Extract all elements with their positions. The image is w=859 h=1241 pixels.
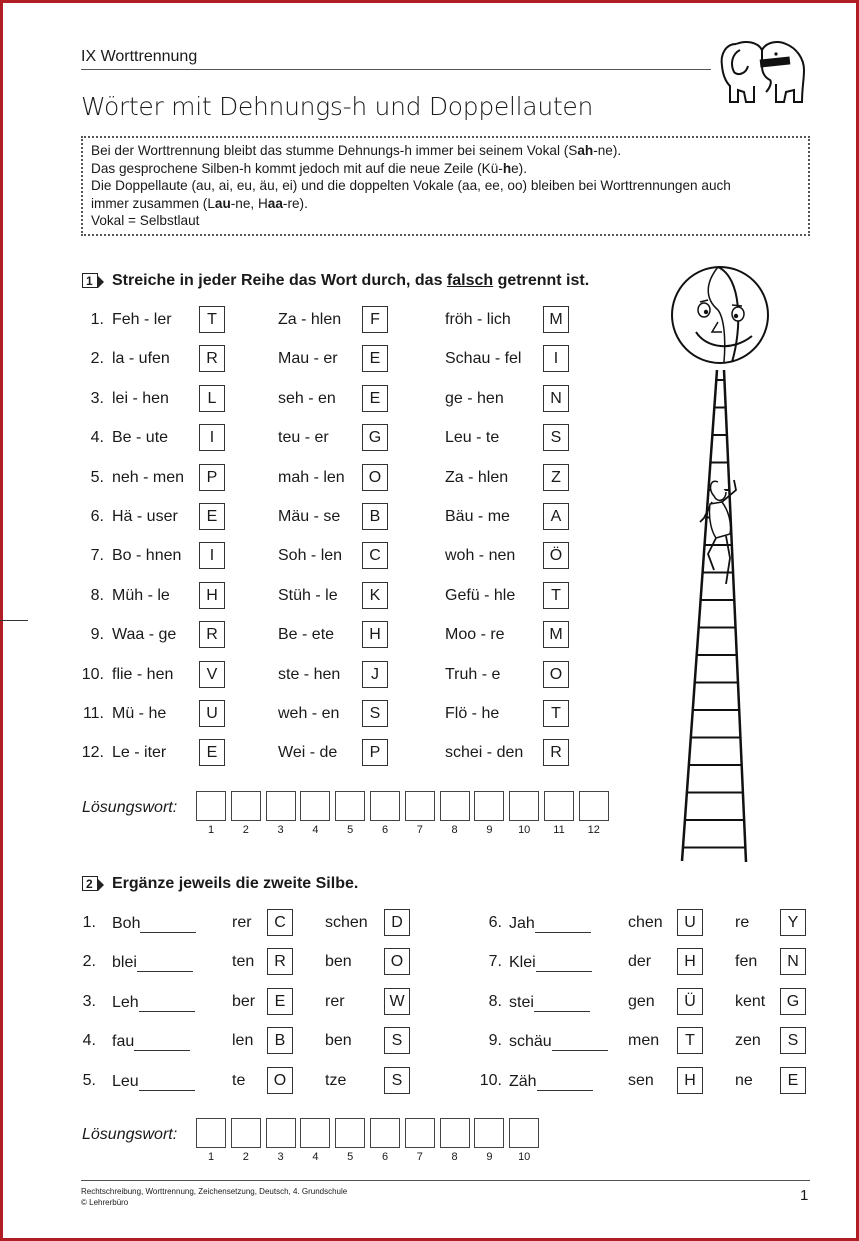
solution-box-number: 8 — [451, 1151, 458, 1163]
solution-label: Lösungswort: — [82, 799, 178, 816]
info-line: Vokal = Selbstlaut — [91, 213, 200, 228]
solution-box[interactable] — [196, 1118, 226, 1148]
letter-box: E — [267, 988, 293, 1015]
word-option[interactable]: teu - er — [278, 429, 329, 447]
row-number: 9. — [488, 1032, 502, 1050]
letter-box: N — [543, 385, 569, 412]
stem-text: Klei — [509, 954, 536, 972]
solution-box-number: 3 — [277, 1151, 284, 1163]
syllable-option[interactable]: tze — [325, 1071, 347, 1089]
solution-box[interactable] — [579, 791, 609, 821]
info-line: Die Doppellaute (au, ai, eu, äu, ei) und die doppelten Vokale (aa, ee, oo) bleiben bei Worttrennungen auch — [91, 178, 731, 193]
answer-blank[interactable] — [139, 993, 195, 1012]
word-stem — [112, 953, 193, 972]
solution-box-number: 9 — [486, 1151, 493, 1163]
syllable-option[interactable]: sen — [628, 1071, 654, 1089]
letter-box: R — [267, 948, 293, 975]
letter-box: B — [267, 1027, 293, 1054]
syllable-option[interactable]: zen — [735, 1032, 761, 1050]
solution-box[interactable] — [440, 1118, 470, 1148]
syllable-option[interactable]: der — [628, 953, 652, 971]
footer-publisher: © Lehrerbüro — [81, 1198, 129, 1207]
solution-box-number: 4 — [312, 824, 319, 836]
solution-box[interactable] — [474, 791, 504, 821]
answer-blank[interactable] — [134, 1032, 190, 1051]
row-number: 2. — [90, 350, 104, 368]
letter-box: V — [199, 661, 225, 688]
stem-text: stei — [509, 993, 534, 1011]
letter-box: P — [199, 464, 225, 491]
row-number: 4. — [90, 429, 104, 447]
letter-box: U — [677, 909, 703, 936]
letter-box: S — [362, 700, 388, 727]
letter-box: O — [384, 948, 410, 975]
word-option[interactable]: neh - men — [112, 468, 185, 486]
task-number-badge: 2 — [82, 876, 98, 891]
letter-box: R — [199, 345, 225, 372]
letter-box: M — [543, 621, 569, 648]
letter-box: R — [543, 739, 569, 766]
solution-box[interactable] — [231, 791, 261, 821]
letter-box: Z — [543, 464, 569, 491]
word-option[interactable]: Feh - ler — [112, 311, 172, 328]
letter-box: H — [362, 621, 388, 648]
solution-box[interactable] — [440, 791, 470, 821]
letter-box: T — [677, 1027, 703, 1054]
letter-box: T — [199, 306, 225, 333]
word-option[interactable]: ge - hen — [445, 389, 504, 407]
word-option[interactable]: Mü - he — [112, 705, 167, 722]
solution-box-number: 7 — [416, 1151, 423, 1163]
letter-box: C — [267, 909, 293, 936]
letter-box: Ö — [543, 542, 569, 569]
letter-box: B — [362, 503, 388, 530]
solution-box[interactable] — [335, 1118, 365, 1148]
word-option[interactable]: flie - hen — [112, 665, 174, 683]
syllable-option[interactable]: rer — [232, 914, 252, 931]
letter-box: F — [362, 306, 388, 333]
word-option[interactable]: la - ufen — [112, 350, 170, 368]
letter-box: U — [199, 700, 225, 727]
word-option[interactable]: Schau - fel — [445, 350, 522, 368]
chapter-heading: IX Worttrennung — [81, 48, 198, 65]
letter-box: S — [780, 1027, 806, 1054]
letter-box: H — [199, 582, 225, 609]
letter-box: Ü — [677, 988, 703, 1015]
letter-box: G — [362, 424, 388, 451]
syllable-option[interactable]: ben — [325, 1032, 352, 1050]
word-option[interactable]: Flö - he — [445, 705, 500, 722]
letter-box: D — [384, 909, 410, 936]
letter-box: E — [362, 345, 388, 372]
footer-text — [81, 1186, 347, 1208]
row-number: 1. — [90, 311, 104, 328]
solution-box-number: 6 — [381, 824, 389, 836]
letter-box: O — [362, 464, 388, 491]
answer-blank[interactable] — [535, 914, 591, 933]
letter-box: P — [362, 739, 388, 766]
word-option[interactable]: Hä - user — [112, 508, 178, 525]
syllable-option[interactable]: ber — [232, 992, 256, 1010]
stem-text: Zäh — [509, 1072, 537, 1090]
solution-label: Lösungswort: — [82, 1126, 178, 1143]
word-option[interactable]: Mäu - se — [278, 508, 341, 525]
word-stem — [112, 914, 196, 933]
letter-box: J — [362, 661, 388, 688]
syllable-option[interactable]: chen — [628, 914, 663, 931]
stem-text: blei — [112, 954, 137, 972]
row-number: 3. — [90, 389, 104, 407]
solution-box-number: 2 — [242, 1151, 249, 1163]
word-option[interactable]: fröh - lich — [445, 311, 511, 328]
word-option[interactable]: Bäu - me — [445, 508, 510, 525]
letter-box: E — [199, 503, 225, 530]
letter-box: C — [362, 542, 388, 569]
row-number: 8. — [90, 586, 104, 604]
answer-blank[interactable] — [534, 993, 590, 1012]
letter-box: M — [543, 306, 569, 333]
word-option[interactable]: Truh - e — [445, 665, 501, 683]
word-stem — [509, 914, 591, 933]
word-stem — [112, 1072, 195, 1091]
answer-blank[interactable] — [140, 914, 196, 933]
letter-box: G — [780, 988, 806, 1015]
solution-box[interactable] — [544, 791, 574, 821]
answer-blank[interactable] — [137, 953, 193, 972]
solution-box[interactable] — [231, 1118, 261, 1148]
letter-box: I — [199, 542, 225, 569]
letter-box: E — [362, 385, 388, 412]
solution-box-number: 12 — [587, 824, 600, 836]
footer-rule — [81, 1180, 810, 1181]
word-option[interactable]: ste - hen — [278, 665, 341, 683]
moon-ladder-illustration — [660, 258, 790, 868]
word-stem — [509, 1032, 608, 1051]
letter-box: R — [199, 621, 225, 648]
stem-text: fau — [112, 1033, 135, 1051]
header-rule — [81, 69, 711, 70]
rule-info-box — [81, 136, 810, 236]
info-line: immer zusammen (Lau-ne, Haa-re). — [91, 195, 308, 211]
letter-box: O — [543, 661, 569, 688]
solution-box-number: 6 — [381, 1151, 389, 1163]
syllable-option[interactable]: rer — [325, 992, 345, 1010]
solution-box-number: 2 — [242, 824, 249, 836]
solution-box[interactable] — [370, 791, 400, 821]
row-number: 6. — [488, 914, 502, 931]
letter-box: T — [543, 700, 569, 727]
letter-box: H — [677, 948, 703, 975]
word-stem — [112, 993, 195, 1012]
solution-box-number: 10 — [518, 1151, 531, 1163]
word-option[interactable]: seh - en — [278, 389, 336, 407]
row-number: 5. — [90, 468, 104, 486]
word-option[interactable]: Waa - ge — [112, 626, 177, 644]
letter-box: O — [267, 1067, 293, 1094]
word-option[interactable]: Le - iter — [112, 744, 167, 762]
row-number: 8. — [488, 992, 502, 1010]
solution-box-number: 7 — [416, 824, 423, 836]
row-number: 4. — [82, 1032, 96, 1050]
letter-box: Y — [780, 909, 806, 936]
word-option[interactable]: Soh - len — [278, 547, 343, 565]
solution-box[interactable] — [405, 1118, 435, 1148]
solution-box[interactable] — [266, 1118, 296, 1148]
word-option[interactable]: lei - hen — [112, 389, 169, 407]
letter-box: E — [780, 1067, 806, 1094]
page-number: 1 — [800, 1187, 809, 1204]
solution-box[interactable] — [335, 791, 365, 821]
word-stem — [509, 993, 590, 1012]
solution-box-number: 1 — [207, 1151, 215, 1163]
row-number: 2. — [82, 953, 96, 971]
row-number: 6. — [90, 508, 104, 525]
syllable-option[interactable]: men — [628, 1032, 660, 1050]
letter-box: H — [677, 1067, 703, 1094]
letter-box: N — [780, 948, 806, 975]
task1-heading: 1 Streiche in jeder Reihe das Wort durch, das falsch getrennt ist. — [82, 272, 589, 290]
syllable-option[interactable]: ne — [735, 1071, 753, 1089]
row-number: 10. — [479, 1071, 502, 1089]
word-option[interactable]: weh - en — [278, 705, 340, 722]
solution-box-number: 5 — [347, 1151, 354, 1163]
solution-box[interactable] — [405, 791, 435, 821]
stem-text: Leu — [112, 1072, 139, 1090]
word-stem — [509, 1072, 593, 1091]
word-option[interactable]: Be - ete — [278, 626, 335, 644]
info-line: Bei der Worttrennung bleibt das stumme Dehnungs-h immer bei seinem Vokal (Sah-ne). — [91, 143, 622, 158]
row-number: 5. — [82, 1071, 96, 1089]
word-option[interactable]: woh - nen — [445, 547, 516, 565]
word-stem — [112, 1032, 190, 1051]
solution-box-number: 1 — [207, 824, 215, 836]
word-option[interactable]: mah - len — [278, 468, 345, 486]
edge-mark — [0, 620, 28, 621]
word-option[interactable]: Gefü - hle — [445, 586, 516, 604]
letter-box: W — [384, 988, 410, 1015]
stem-text: Leh — [112, 993, 139, 1011]
word-stem — [509, 953, 592, 972]
word-option[interactable]: Za - hlen — [445, 468, 509, 486]
syllable-option[interactable]: kent — [735, 992, 766, 1010]
word-option[interactable]: Za - hlen — [278, 311, 342, 328]
word-option[interactable]: Leu - te — [445, 429, 500, 447]
solution-box[interactable] — [509, 1118, 539, 1148]
letter-box: L — [199, 385, 225, 412]
row-number: 1. — [82, 914, 96, 931]
syllable-option[interactable]: te — [232, 1071, 246, 1089]
word-option[interactable]: Müh - le — [112, 586, 170, 604]
row-number: 12. — [81, 744, 104, 762]
letter-box: E — [199, 739, 225, 766]
stem-text: Boh — [112, 915, 141, 932]
answer-blank[interactable] — [552, 1032, 608, 1051]
syllable-option[interactable]: ten — [232, 953, 255, 971]
word-option[interactable]: Mau - er — [278, 350, 338, 368]
solution-box[interactable] — [266, 791, 296, 821]
word-option[interactable]: Stüh - le — [278, 586, 338, 604]
letter-box: S — [384, 1027, 410, 1054]
letter-box: T — [543, 582, 569, 609]
row-number: 11. — [82, 705, 104, 722]
word-option[interactable]: schei - den — [445, 744, 524, 762]
row-number: 7. — [488, 953, 502, 971]
word-option[interactable]: Bo - hnen — [112, 547, 182, 565]
letter-box: K — [362, 582, 388, 609]
row-number: 3. — [82, 992, 96, 1010]
solution-box[interactable] — [370, 1118, 400, 1148]
solution-box-number: 3 — [277, 824, 284, 836]
task-number-badge: 1 — [82, 273, 98, 288]
solution-box[interactable] — [300, 1118, 330, 1148]
word-option[interactable]: Moo - re — [445, 626, 505, 644]
row-number: 10. — [81, 665, 104, 683]
syllable-option[interactable]: re — [735, 914, 750, 931]
row-number: 7. — [90, 547, 104, 565]
solution-box[interactable] — [300, 791, 330, 821]
stem-text: Jah — [509, 915, 535, 932]
stem-text: schäu — [509, 1033, 552, 1051]
answer-blank[interactable] — [139, 1072, 195, 1091]
solution-box-number: 5 — [347, 824, 354, 836]
footer-subject: Rechtschreibung, Worttrennung, Zeichensetzung, Deutsch, 4. Grundschule — [81, 1187, 348, 1196]
solution-box-number: 4 — [312, 1151, 319, 1163]
word-option[interactable]: Wei - de — [278, 744, 338, 762]
letter-box: S — [384, 1067, 410, 1094]
solution-box[interactable] — [474, 1118, 504, 1148]
solution-box-number: 9 — [486, 824, 493, 836]
answer-blank[interactable] — [537, 1072, 593, 1091]
solution-box[interactable] — [509, 791, 539, 821]
solution-box[interactable] — [196, 791, 226, 821]
solution-box-number: 11 — [553, 824, 565, 836]
row-number: 9. — [90, 626, 104, 644]
solution-box-number: 10 — [518, 824, 531, 836]
info-line: Das gesprochene Silben-h kommt jedoch mit auf die neue Zeile (Kü-he). — [91, 160, 527, 176]
letter-box: I — [543, 345, 569, 372]
syllable-option[interactable]: ben — [325, 953, 352, 971]
solution-box-number: 8 — [451, 824, 458, 836]
page-title: Wörter mit Dehnungs-h und Doppellauten — [81, 92, 593, 121]
syllable-option[interactable]: schen — [325, 914, 368, 931]
word-option[interactable]: Be - ute — [112, 429, 169, 447]
letter-box: S — [543, 424, 569, 451]
task2-heading: 2 Ergänze jeweils die zweite Silbe. — [82, 875, 358, 893]
syllable-option[interactable]: gen — [628, 992, 655, 1010]
answer-blank[interactable] — [536, 953, 592, 972]
elephant-logo-icon — [716, 36, 812, 106]
letter-box: I — [199, 424, 225, 451]
syllable-option[interactable]: len — [232, 1032, 254, 1050]
syllable-option[interactable]: fen — [735, 953, 758, 971]
letter-box: A — [543, 503, 569, 530]
